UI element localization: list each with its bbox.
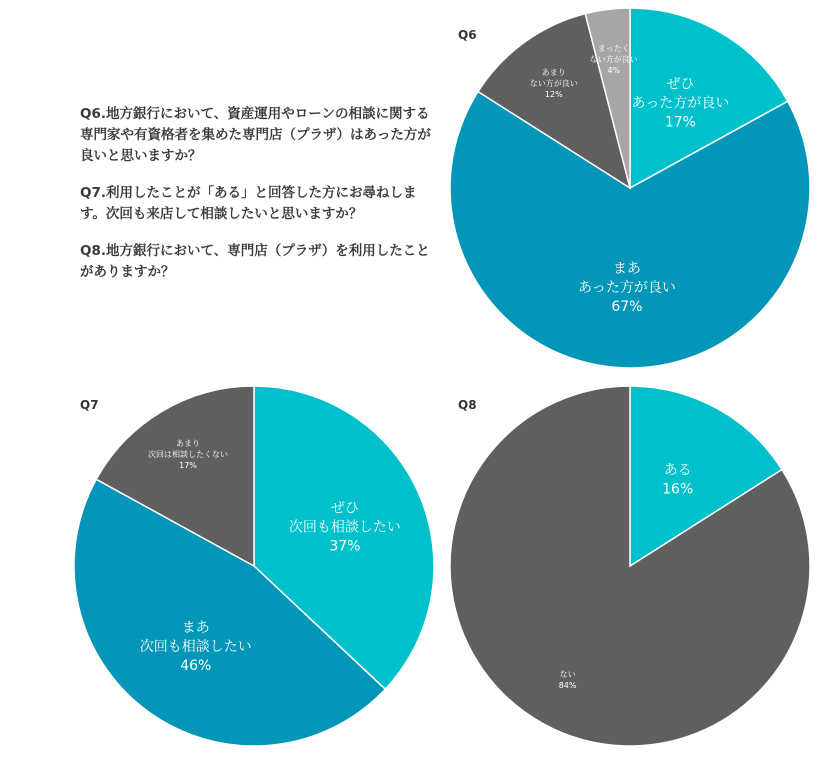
question-q7: Q7.利用したことが「ある」と回答した方にお尋ねします。次回も来店して相談したいと思いますか？ xyxy=(80,185,417,222)
slice-value-label: 17% xyxy=(664,114,696,131)
slice-value-label: 4% xyxy=(607,66,621,76)
slice-category-label: 次回は相談したくない xyxy=(148,450,228,460)
slice-category-label: あった方が良い xyxy=(631,95,730,112)
slice-value-label: 16% xyxy=(662,481,694,498)
slice-value-label: 67% xyxy=(611,298,643,315)
slice-category-label: 次回も相談したい xyxy=(139,639,252,655)
chart-title-q7: Q7 xyxy=(80,398,99,412)
slice-category-label: ない方が良い xyxy=(529,79,578,88)
question-q8: Q8.地方銀行において、専門店（プラザ）を利用したことがありますか？ xyxy=(80,243,430,280)
slice-category-label: ない方が良い xyxy=(589,55,638,65)
slice-category-label: 次回も相談したい xyxy=(288,519,401,536)
slice-category-label: まあ xyxy=(181,620,210,636)
slice-value-label: 46% xyxy=(180,658,212,674)
slice-category-label: あまり xyxy=(176,439,200,449)
slice-category-label: ぜひ xyxy=(330,500,359,517)
slice-value-label: 12% xyxy=(544,90,563,99)
chart-title-q6: Q6 xyxy=(458,28,477,42)
slice-value-label: 37% xyxy=(329,538,361,555)
slice-category-label: ある xyxy=(663,462,692,479)
chart-title-q8: Q8 xyxy=(458,398,477,412)
slice-value-label: 17% xyxy=(179,461,197,471)
slice-category-label: あまり xyxy=(541,68,566,77)
slice-value-label: 84% xyxy=(558,680,577,690)
question-q6: Q6.地方銀行において、資産運用やローンの相談に関する専門家や有資格者を集めた専門店（プラザ）はあった方が良いと思いますか？ xyxy=(80,106,431,164)
slice-category-label: あった方が良い xyxy=(577,279,676,296)
slice-category-label: ぜひ xyxy=(666,76,695,93)
slice-category-label: まあ xyxy=(612,260,641,277)
slice-category-label: ない xyxy=(559,669,576,679)
slice-category-label: まったく xyxy=(597,44,630,54)
